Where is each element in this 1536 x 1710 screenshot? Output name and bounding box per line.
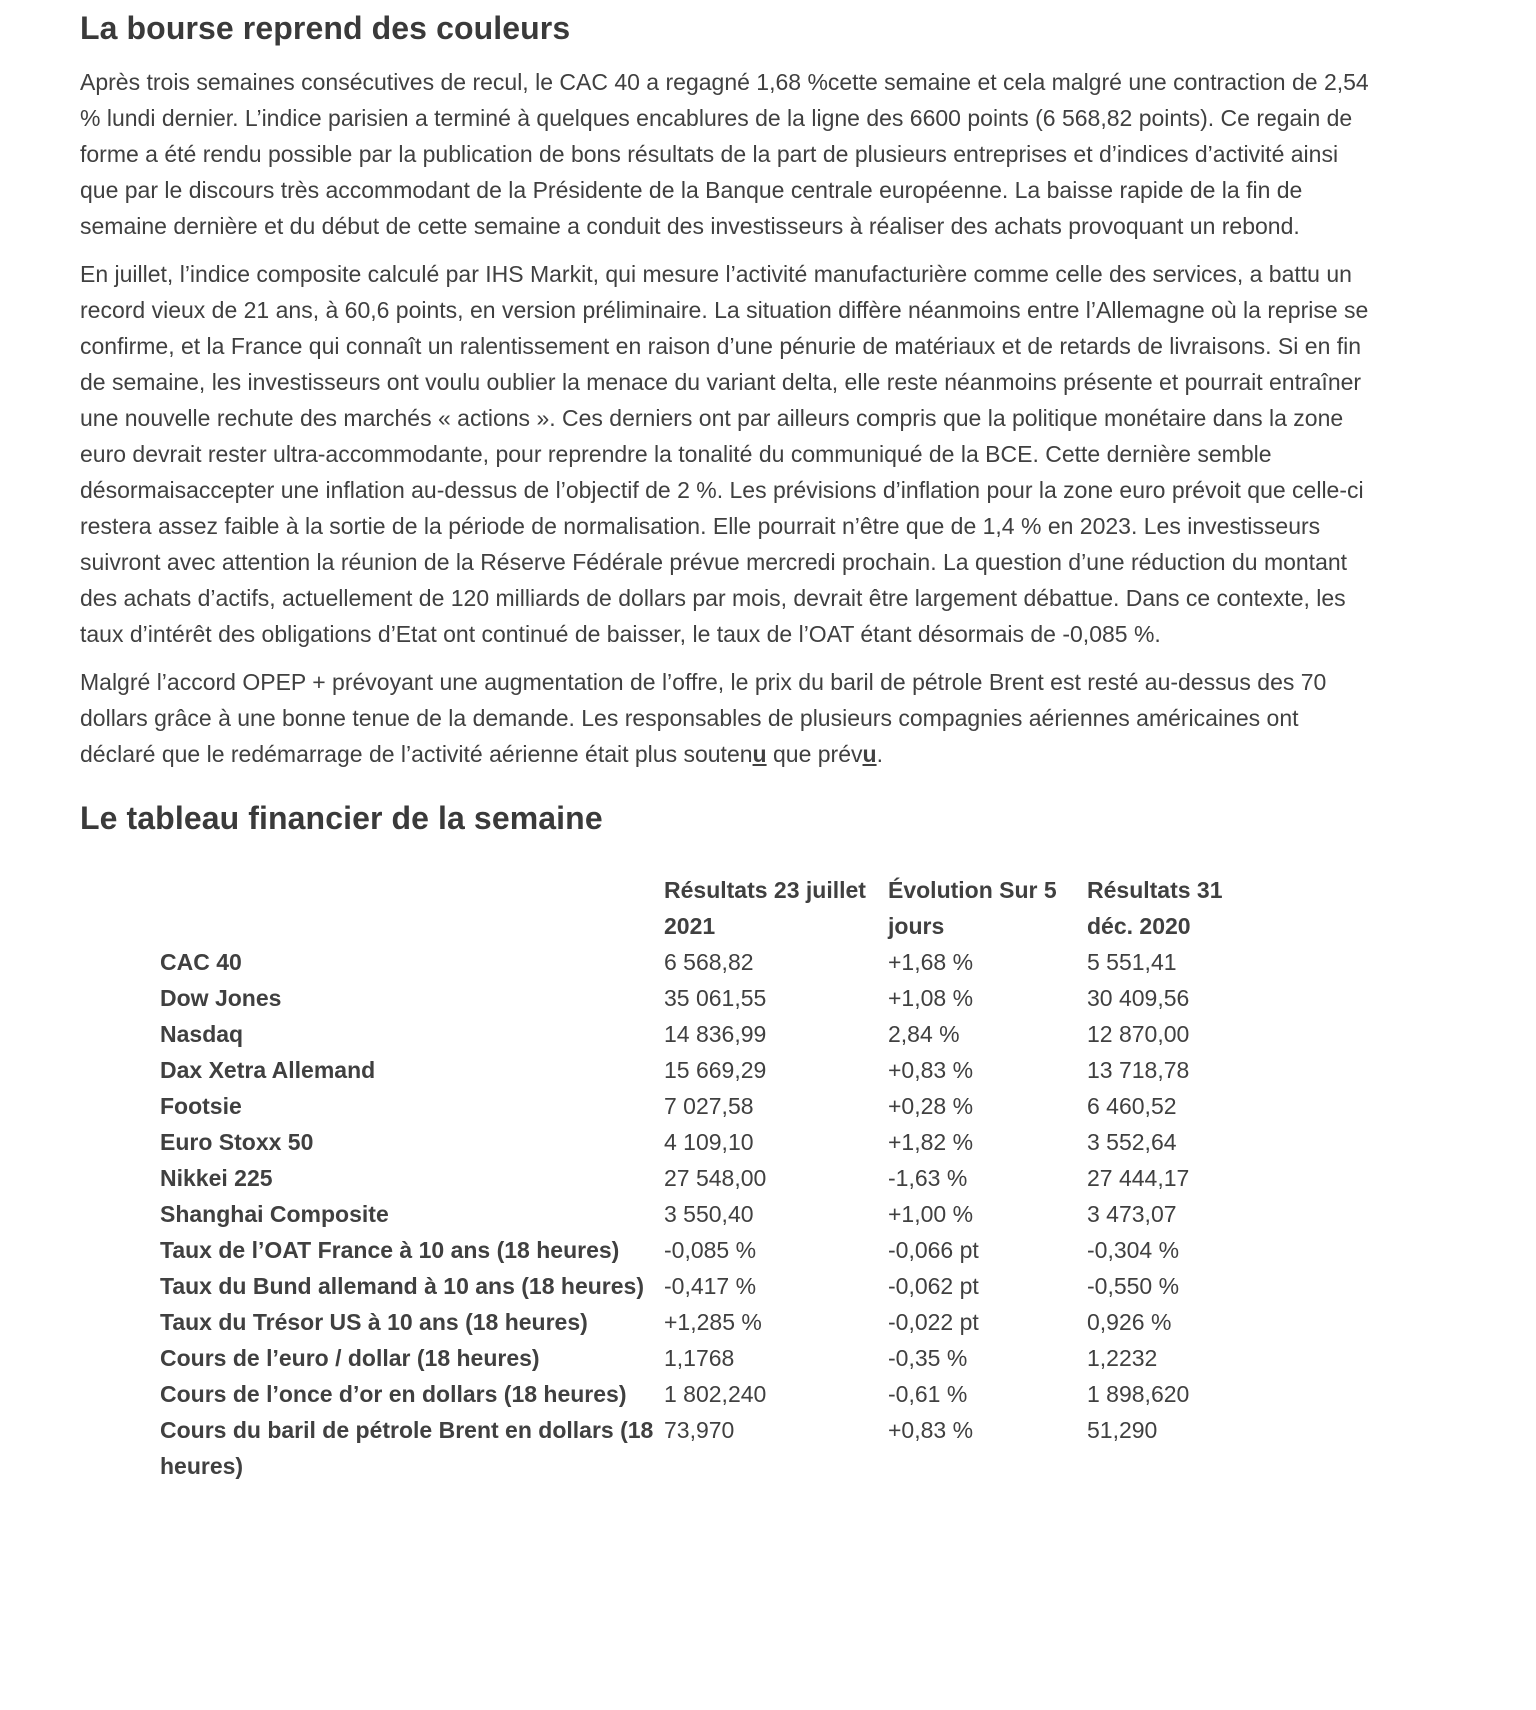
- row-label: Dax Xetra Allemand: [160, 1057, 376, 1083]
- row-label: Footsie: [160, 1093, 242, 1119]
- cell-evolution: +1,08 %: [888, 985, 974, 1011]
- header-evolution: Évolution Sur 5 jours: [888, 877, 1057, 939]
- cell-evolution: +0,83 %: [888, 1417, 974, 1443]
- cell-evolution: -0,35 %: [888, 1345, 968, 1371]
- cell-results-2021: 14 836,99: [664, 1021, 767, 1047]
- row-label: Taux de l’OAT France à 10 ans (18 heures): [160, 1237, 620, 1263]
- cell-results-2020: 13 718,78: [1087, 1057, 1190, 1083]
- cell-results-2020: 12 870,00: [1087, 1021, 1190, 1047]
- cell-results-2021: 15 669,29: [664, 1057, 767, 1083]
- row-label: Cours de l’once d’or en dollars (18 heures): [160, 1381, 627, 1407]
- table-section-title: Le tableau financier de la semaine: [80, 800, 603, 836]
- table-row: [160, 1088, 1267, 1124]
- cell-results-2021: 6 568,82: [664, 949, 754, 975]
- cell-evolution: 2,84 %: [888, 1021, 960, 1047]
- cell-results-2020: 3 552,64: [1087, 1129, 1177, 1155]
- cell-results-2021: -0,417 %: [664, 1273, 757, 1299]
- financial-table: [160, 872, 1267, 1484]
- row-label: Nasdaq: [160, 1021, 244, 1047]
- cell-evolution: -1,63 %: [888, 1165, 968, 1191]
- cell-results-2021: 73,970: [664, 1417, 735, 1443]
- table-row: [160, 1412, 1267, 1484]
- row-label: Cours du baril de pétrole Brent en dollars (18 heures): [160, 1417, 654, 1479]
- cell-evolution: -0,066 pt: [888, 1237, 979, 1263]
- cell-evolution: +1,82 %: [888, 1129, 974, 1155]
- row-label: Taux du Bund allemand à 10 ans (18 heures): [160, 1273, 644, 1299]
- row-label: Euro Stoxx 50: [160, 1129, 314, 1155]
- cell-results-2021: 35 061,55: [664, 985, 767, 1011]
- cell-results-2020: 1,2232: [1087, 1345, 1158, 1371]
- cell-results-2021: +1,285 %: [664, 1309, 762, 1335]
- cell-evolution: -0,022 pt: [888, 1309, 979, 1335]
- table-header-row: [160, 872, 1267, 944]
- cell-results-2021: 4 109,10: [664, 1129, 754, 1155]
- cell-evolution: -0,61 %: [888, 1381, 968, 1407]
- article-title: La bourse reprend des couleurs: [80, 10, 571, 46]
- cell-results-2020: 0,926 %: [1087, 1309, 1172, 1335]
- cell-results-2020: 51,290: [1087, 1417, 1158, 1443]
- header-results-2020: Résultats 31 déc. 2020: [1087, 877, 1223, 939]
- row-label: CAC 40: [160, 949, 242, 975]
- row-label: Shanghai Composite: [160, 1201, 389, 1227]
- table-row: [160, 1052, 1267, 1088]
- row-label: Nikkei 225: [160, 1165, 273, 1191]
- cell-results-2020: 5 551,41: [1087, 949, 1177, 975]
- cell-results-2021: 7 027,58: [664, 1093, 754, 1119]
- cell-evolution: +1,00 %: [888, 1201, 974, 1227]
- table-row: [160, 1160, 1267, 1196]
- cell-results-2020: 6 460,52: [1087, 1093, 1177, 1119]
- cell-evolution: +1,68 %: [888, 949, 974, 975]
- row-label: Cours de l’euro / dollar (18 heures): [160, 1345, 540, 1371]
- table-row: [160, 1196, 1267, 1232]
- row-label: Taux du Trésor US à 10 ans (18 heures): [160, 1309, 588, 1335]
- cell-results-2020: 3 473,07: [1087, 1201, 1177, 1227]
- paragraph-3-text: Malgré l’accord OPEP + prévoyant une augmentation de l’offre, le prix du baril de pétrole Brent est resté au-dessus des 70 dollars grâce à une bonne tenue de la demande. Les responsables de plusieurs compagnies aériennes américaines ont déclaré que le redémarrage de l’activité aérienne était plus souten: [80, 669, 1327, 767]
- table-row: [160, 1304, 1267, 1340]
- paragraph-1: Après trois semaines consécutives de recul, le CAC 40 a regagné 1,68 %cette semaine et cela malgré une contraction de 2,54 % lundi dernier. L’indice parisien a terminé à quelques encablures de la ligne des 6600 points (6 568,82 points). Ce regain de forme a été rendu possible par la publication de bons résultats de la part de plusieurs entreprises et d’indices d’activité ainsi que par le discours très accommodant de la Présidente de la Banque centrale européenne. La baisse rapide de la fin de semaine dernière et du début de cette semaine a conduit des investisseurs à réaliser des achats provoquant un rebond.: [80, 69, 1369, 239]
- cell-results-2021: 1 802,240: [664, 1381, 767, 1407]
- table-row: [160, 944, 1267, 980]
- header-results-2021: Résultats 23 juillet 2021: [664, 877, 866, 939]
- table-row: [160, 1340, 1267, 1376]
- cell-results-2020: 1 898,620: [1087, 1381, 1190, 1407]
- cell-evolution: +0,83 %: [888, 1057, 974, 1083]
- cell-results-2021: 1,1768: [664, 1345, 735, 1371]
- paragraph-3: [80, 664, 1380, 772]
- cell-results-2021: -0,085 %: [664, 1237, 757, 1263]
- paragraph-3-text-mid: que prév: [766, 741, 863, 767]
- paragraph-2: En juillet, l’indice composite calculé par IHS Markit, qui mesure l’activité manufacturière comme celle des services, a battu un record vieux de 21 ans, à 60,6 points, en version préliminaire. La situation diffère néanmoins entre l’Allemagne où la reprise se confirme, et la France qui connaît un ralentissement en raison d’une pénurie de matériaux et de retards de livraisons. Si en fin de semaine, les investisseurs ont voulu oublier la menace du variant delta, elle reste néanmoins présente et pourrait entraîner une nouvelle rechute des marchés « actions ». Ces derniers ont par ailleurs compris que la politique monétaire dans la zone euro devrait rester ultra-accommodante, pour reprendre la tonalité du communiqué de la BCE. Cette dernière semble désormaisaccepter une inflation au-dessus de l’objectif de 2 %. Les prévisions d’inflation pour la zone euro prévoit que celle-ci restera assez faible à la sortie de la période de normalisation. Elle pourrait n’être que de 1,4 % en 2023. Les investisseurs suivront avec attention la réunion de la Réserve Fédérale prévue mercredi prochain. La question d’une réduction du montant des achats d’actifs, actuellement de 120 milliards de dollars par mois, devrait être largement débattue. Dans ce contexte, les taux d’intérêt des obligations d’Etat ont continué de baisser, le taux de l’OAT étant désormais de -0,085 %.: [80, 261, 1369, 647]
- underlined-u-1: u: [752, 741, 767, 767]
- table-row: [160, 1124, 1267, 1160]
- header-label: [160, 872, 664, 944]
- cell-results-2020: -0,304 %: [1087, 1237, 1180, 1263]
- underlined-u-2: u: [862, 741, 877, 767]
- cell-results-2020: -0,550 %: [1087, 1273, 1180, 1299]
- cell-results-2020: 30 409,56: [1087, 985, 1190, 1011]
- cell-results-2020: 27 444,17: [1087, 1165, 1190, 1191]
- table-row: [160, 1232, 1267, 1268]
- cell-results-2021: 27 548,00: [664, 1165, 767, 1191]
- cell-results-2021: 3 550,40: [664, 1201, 754, 1227]
- table-row: [160, 980, 1267, 1016]
- table-row: [160, 1016, 1267, 1052]
- cell-evolution: -0,062 pt: [888, 1273, 979, 1299]
- cell-evolution: +0,28 %: [888, 1093, 974, 1119]
- row-label: Dow Jones: [160, 985, 282, 1011]
- table-row: [160, 1268, 1267, 1304]
- paragraph-3-end: .: [876, 741, 883, 767]
- table-row: [160, 1376, 1267, 1412]
